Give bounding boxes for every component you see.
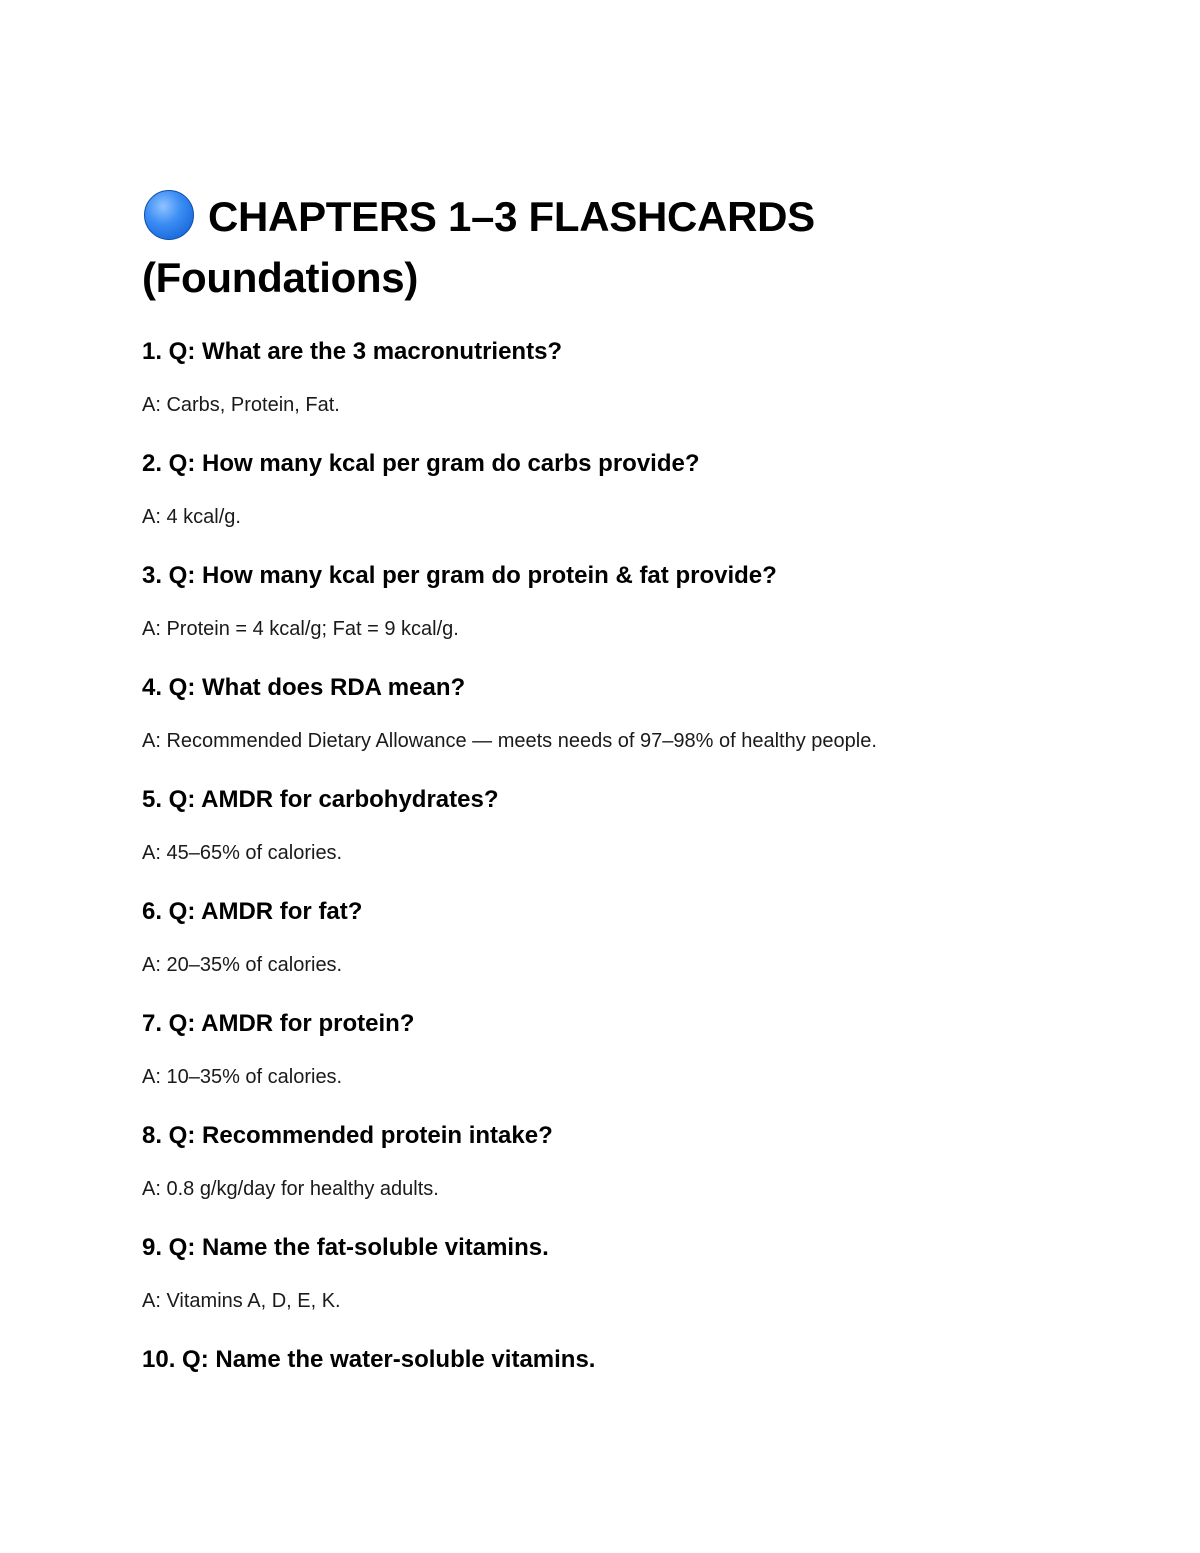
flashcard-answer: A: Vitamins A, D, E, K. <box>142 1290 341 1312</box>
title-line-2: (Foundations) <box>142 254 419 301</box>
flashcard-answer: A: 10–35% of calories. <box>142 1066 343 1088</box>
flashcard-question: 9. Q: Name the fat-soluble vitamins. <box>142 1234 549 1261</box>
flashcard <box>142 1234 1102 1313</box>
flashcard <box>142 450 1102 529</box>
flashcard <box>142 1346 1102 1374</box>
flashcard-question: 5. Q: AMDR for carbohydrates? <box>142 786 499 813</box>
flashcard-answer: A: 4 kcal/g. <box>142 506 241 528</box>
flashcard-answer: A: Recommended Dietary Allowance — meets needs of 97–98% of healthy people. <box>142 730 877 752</box>
flashcard-question: 4. Q: What does RDA mean? <box>142 674 466 701</box>
flashcard <box>142 1122 1102 1201</box>
flashcard-question: 2. Q: How many kcal per gram do carbs provide? <box>142 450 700 477</box>
flashcard-question: 7. Q: AMDR for protein? <box>142 1010 415 1037</box>
flashcard <box>142 674 1102 753</box>
title-line-1: CHAPTERS 1–3 FLASHCARDS <box>208 193 815 240</box>
flashcard <box>142 1010 1102 1089</box>
flashcard-answer: A: 45–65% of calories. <box>142 842 343 864</box>
document-page <box>142 186 1102 1401</box>
flashcard-answer: A: 20–35% of calories. <box>142 954 343 976</box>
flashcard-question: 8. Q: Recommended protein intake? <box>142 1122 553 1149</box>
flashcard-question: 1. Q: What are the 3 macronutrients? <box>142 338 563 365</box>
flashcard-answer: A: 0.8 g/kg/day for healthy adults. <box>142 1178 439 1200</box>
flashcard-question: 3. Q: How many kcal per gram do protein & fat provide? <box>142 562 777 589</box>
page-title <box>142 186 1102 308</box>
flashcard-answer: A: Protein = 4 kcal/g; Fat = 9 kcal/g. <box>142 618 459 640</box>
flashcard-question: 6. Q: AMDR for fat? <box>142 898 363 925</box>
flashcard <box>142 338 1102 417</box>
flashcard-question: 10. Q: Name the water-soluble vitamins. <box>142 1346 596 1373</box>
blue-circle-icon <box>144 190 194 240</box>
flashcard-answer: A: Carbs, Protein, Fat. <box>142 394 340 416</box>
flashcard <box>142 786 1102 865</box>
flashcard <box>142 898 1102 977</box>
flashcard <box>142 562 1102 641</box>
